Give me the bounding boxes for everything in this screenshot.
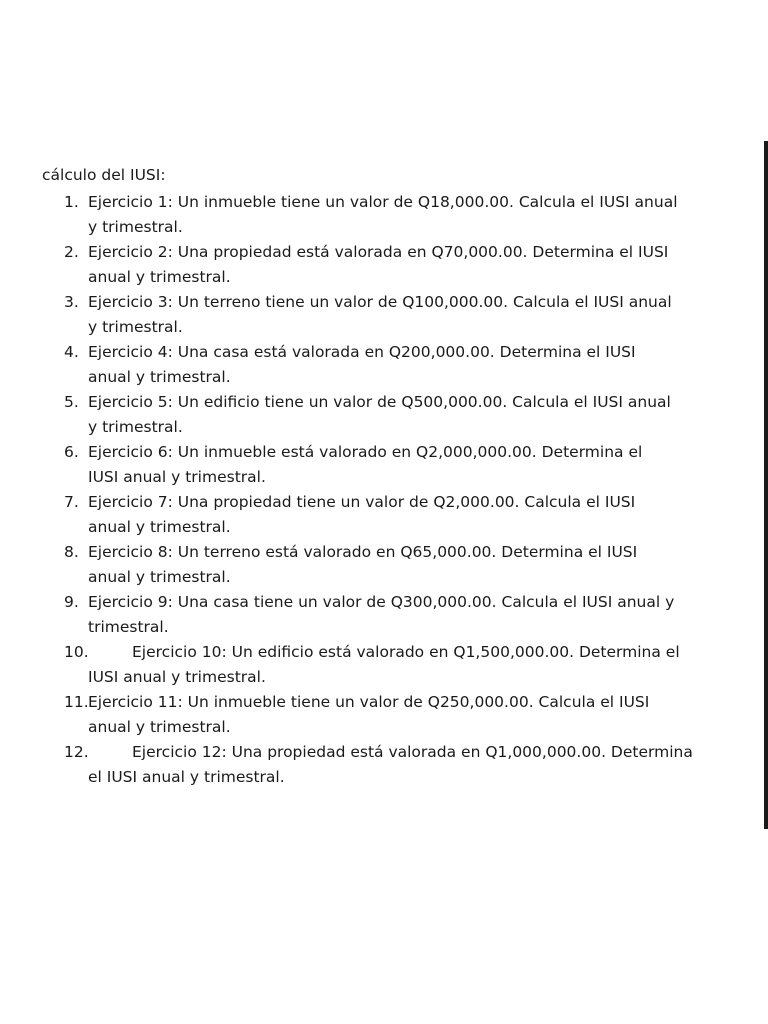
item-number: 12. [64,743,89,761]
item-number: 6. [64,443,79,461]
item-text: Ejercicio 6: Un inmueble está valorado en Q2,000,000.00. Determina el IUSI anual y trimestral. [88,443,643,486]
document-heading: cálculo del IUSI: [42,166,166,184]
list-item [64,640,724,690]
item-text: Ejercicio 4: Una casa está valorada en Q200,000.00. Determina el IUSI anual y trimestral. [88,343,636,386]
list-item [64,190,724,240]
list-item [64,290,724,340]
list-item [64,540,724,590]
item-number: 8. [64,543,79,561]
list-item [64,240,724,290]
item-number: 11. [64,693,89,711]
item-number: 3. [64,293,79,311]
item-number: 1. [64,193,79,211]
item-number: 2. [64,243,79,261]
item-text: Ejercicio 11: Un inmueble tiene un valor de Q250,000.00. Calcula el IUSI anual y trimestral. [88,693,650,736]
item-text: Ejercicio 9: Una casa tiene un valor de Q300,000.00. Calcula el IUSI anual y trimestral. [88,593,675,636]
list-item [64,390,724,440]
item-text: Ejercicio 8: Un terreno está valorado en Q65,000.00. Determina el IUSI anual y trimestral. [88,543,638,586]
item-text: Ejercicio 1: Un inmueble tiene un valor de Q18,000.00. Calcula el IUSI anual y trimestral. [88,193,678,236]
item-number: 10. [64,643,89,661]
item-number: 9. [64,593,79,611]
exercise-list [64,190,724,790]
item-text: Ejercicio 10: Un edificio está valorado en Q1,500,000.00. Determina el IUSI anual y trimestral. [88,643,680,686]
item-text: Ejercicio 7: Una propiedad tiene un valor de Q2,000.00. Calcula el IUSI anual y trimestral. [88,493,636,536]
item-number: 4. [64,343,79,361]
item-text: Ejercicio 2: Una propiedad está valorada en Q70,000.00. Determina el IUSI anual y trimestral. [88,243,669,286]
list-item [64,490,724,540]
list-item [64,440,724,490]
list-item [64,340,724,390]
item-text: Ejercicio 5: Un edificio tiene un valor de Q500,000.00. Calcula el IUSI anual y trimestral. [88,393,671,436]
list-item [64,590,724,640]
item-number: 5. [64,393,79,411]
page-edge-line [764,141,768,829]
list-item [64,690,724,740]
item-text: Ejercicio 12: Una propiedad está valorada en Q1,000,000.00. Determina el IUSI anual y trimestral. [88,743,693,786]
item-text: Ejercicio 3: Un terreno tiene un valor de Q100,000.00. Calcula el IUSI anual y trimestral. [88,293,672,336]
item-number: 7. [64,493,79,511]
list-item [64,740,724,790]
